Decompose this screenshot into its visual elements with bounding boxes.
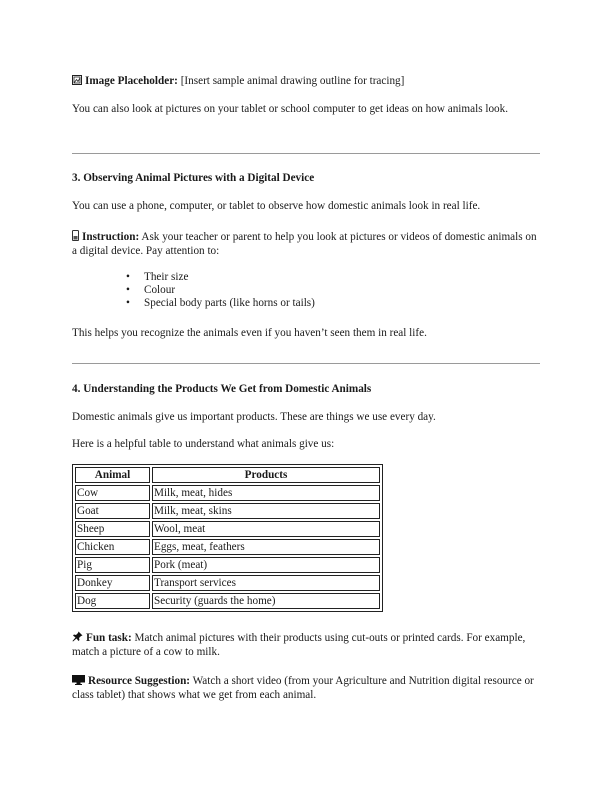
pushpin-icon (72, 631, 83, 646)
instruction-note (72, 230, 540, 258)
section-4-paragraph-2: Here is a helpful table to understand what animals give us: (72, 438, 335, 450)
products-cell: Milk, meat, hides (152, 485, 380, 501)
products-cell: Eggs, meat, feathers (152, 539, 380, 555)
resource-suggestion-label: Resource Suggestion: (88, 675, 191, 687)
bullet-icon: • (126, 297, 130, 309)
mobile-phone-icon (72, 230, 79, 245)
fun-task-text: Match animal pictures with their products using cut-outs or printed cards. For example, match a picture of a cow to milk. (72, 632, 526, 658)
animal-cell: Pig (75, 557, 150, 573)
table-row (75, 539, 380, 555)
table-row (75, 575, 380, 591)
animal-cell: Chicken (75, 539, 150, 555)
bullet-icon: • (126, 284, 130, 296)
resource-suggestion-note (72, 675, 540, 702)
placeholder-label: Image Placeholder: (85, 75, 178, 87)
tablet-tip: You can also look at pictures on your tablet or school computer to get ideas on how animals look. (72, 103, 509, 115)
list-item: • Special body parts (like horns or tails) (126, 297, 315, 309)
instruction-label: Instruction: (82, 231, 140, 243)
animal-cell: Sheep (75, 521, 150, 537)
products-cell: Wool, meat (152, 521, 380, 537)
section-3-paragraph: You can use a phone, computer, or tablet to observe how domestic animals look in real life. (72, 200, 481, 212)
fun-task-note (72, 631, 540, 659)
column-header-products: Products (152, 467, 380, 483)
table-row (75, 557, 380, 573)
animal-cell: Donkey (75, 575, 150, 591)
animal-products-table (72, 464, 383, 612)
desktop-computer-icon (72, 675, 85, 689)
list-item: • Colour (126, 284, 176, 296)
list-item: • Their size (126, 271, 189, 283)
framed-picture-icon (72, 75, 82, 89)
divider (72, 153, 540, 154)
column-header-animal: Animal (75, 467, 150, 483)
table-header-row (75, 467, 380, 483)
resource-suggestion-text: Watch a short video (from your Agriculture and Nutrition digital resource or class tablet) that shows what we get from each animal. (72, 675, 534, 701)
section-3-heading: 3. Observing Animal Pictures with a Digital Device (72, 172, 315, 184)
fun-task-label: Fun task: (86, 632, 132, 644)
products-cell: Security (guards the home) (152, 593, 380, 609)
products-cell: Transport services (152, 575, 380, 591)
section-4-paragraph-1: Domestic animals give us important products. These are things we use every day. (72, 411, 436, 423)
section-4-heading: 4. Understanding the Products We Get from Domestic Animals (72, 383, 372, 395)
table-row (75, 521, 380, 537)
products-cell: Pork (meat) (152, 557, 380, 573)
products-cell: Milk, meat, skins (152, 503, 380, 519)
table-row (75, 485, 380, 501)
attention-list (72, 271, 540, 310)
placeholder-text: [Insert sample animal drawing outline for tracing] (177, 75, 405, 87)
divider (72, 363, 540, 364)
table-row (75, 503, 380, 519)
animal-cell: Goat (75, 503, 150, 519)
image-placeholder-note (72, 75, 540, 89)
bullet-icon: • (126, 271, 130, 283)
animal-cell: Dog (75, 593, 150, 609)
section-3-closing: This helps you recognize the animals even if you haven’t seen them in real life. (72, 327, 427, 339)
table-row (75, 593, 380, 609)
instruction-text: Ask your teacher or parent to help you look at pictures or videos of domestic animals on a digital device. Pay attention to: (72, 231, 537, 257)
animal-cell: Cow (75, 485, 150, 501)
